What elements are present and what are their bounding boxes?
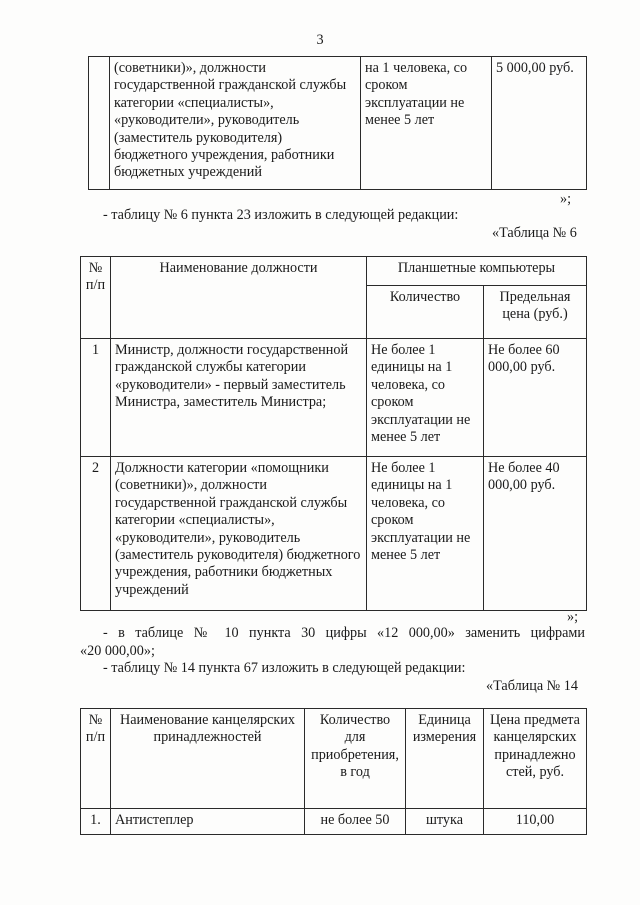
- instruction-paragraph: - таблицу № 14 пункта 67 изложить в следующей редакции:: [103, 660, 466, 676]
- header-price: Цена предмета канцелярских принадлежно стей, руб.: [484, 709, 587, 809]
- row-item-name: Антистеплер: [111, 809, 305, 835]
- header-num: № п/п: [81, 257, 111, 339]
- row-quantity: Не более 1 единицы на 1 человека, со сроком эксплуатации не менее 5 лет: [367, 339, 484, 457]
- row-quantity: не более 50: [305, 809, 406, 835]
- header-quantity: Количество для приобретения, в год: [305, 709, 406, 809]
- header-price: Предельная цена (руб.): [484, 286, 587, 339]
- row-quantity: Не более 1 единицы на 1 человека, со сроком эксплуатации не менее 5 лет: [367, 457, 484, 611]
- continuation-table: [88, 56, 587, 190]
- closing-quote: »;: [567, 609, 579, 625]
- row-price: Не более 60 000,00 руб.: [484, 339, 587, 457]
- table-row: [81, 339, 587, 457]
- instruction-paragraph: - таблицу № 6 пункта 23 изложить в следующей редакции:: [103, 207, 459, 223]
- position-name-cell: (советники)», должности государственной гражданской службы категории «специалисты», «руководители», руководитель (заместитель руководителя) бюджетного учреждения, работники бюджетных учреждений: [110, 57, 361, 190]
- header-num: № п/п: [81, 709, 111, 809]
- instruction-paragraph-line: - в таблице № 10 пункта 30 цифры «12 000,00» заменить цифрами: [103, 625, 585, 641]
- quantity-cell: на 1 человека, со сроком эксплуатации не менее 5 лет: [361, 57, 492, 190]
- page-number: 3: [316, 32, 324, 48]
- instruction-paragraph-line: «20 000,00»;: [80, 643, 155, 659]
- row-price: Не более 40 000,00 руб.: [484, 457, 587, 611]
- table-header-row: [81, 257, 587, 286]
- row-position-name: Должности категории «помощники (советники)», должности государственной гражданской службы категории «специалисты», «руководители», руководитель (заместитель руководителя) бюджетного учреждения, работники бюджетных учреждений: [111, 457, 367, 611]
- header-unit: Единица измерения: [406, 709, 484, 809]
- table-row: [81, 457, 587, 611]
- price-cell: 5 000,00 руб.: [492, 57, 587, 190]
- table-header-row: [81, 709, 587, 809]
- row-price: 110,00: [484, 809, 587, 835]
- header-quantity: Количество: [367, 286, 484, 339]
- header-tablets: Планшетные компьютеры: [367, 257, 587, 286]
- row-position-name: Министр, должности государственной гражданской службы категории «руководители» - первый заместитель Министра, заместитель Министра;: [111, 339, 367, 457]
- header-item-name: Наименование канцелярских принадлежностей: [111, 709, 305, 809]
- table-caption: «Таблица № 14: [486, 678, 578, 694]
- closing-quote: »;: [560, 191, 572, 207]
- num-cell: [89, 57, 110, 190]
- table-caption: «Таблица № 6: [492, 225, 577, 241]
- row-num: 2: [81, 457, 111, 611]
- table-6: [80, 256, 587, 611]
- row-unit: штука: [406, 809, 484, 835]
- table-row: [81, 809, 587, 835]
- row-num: 1.: [81, 809, 111, 835]
- header-position-name: Наименование должности: [111, 257, 367, 339]
- table-14: [80, 708, 587, 835]
- table-row: [89, 57, 587, 190]
- row-num: 1: [81, 339, 111, 457]
